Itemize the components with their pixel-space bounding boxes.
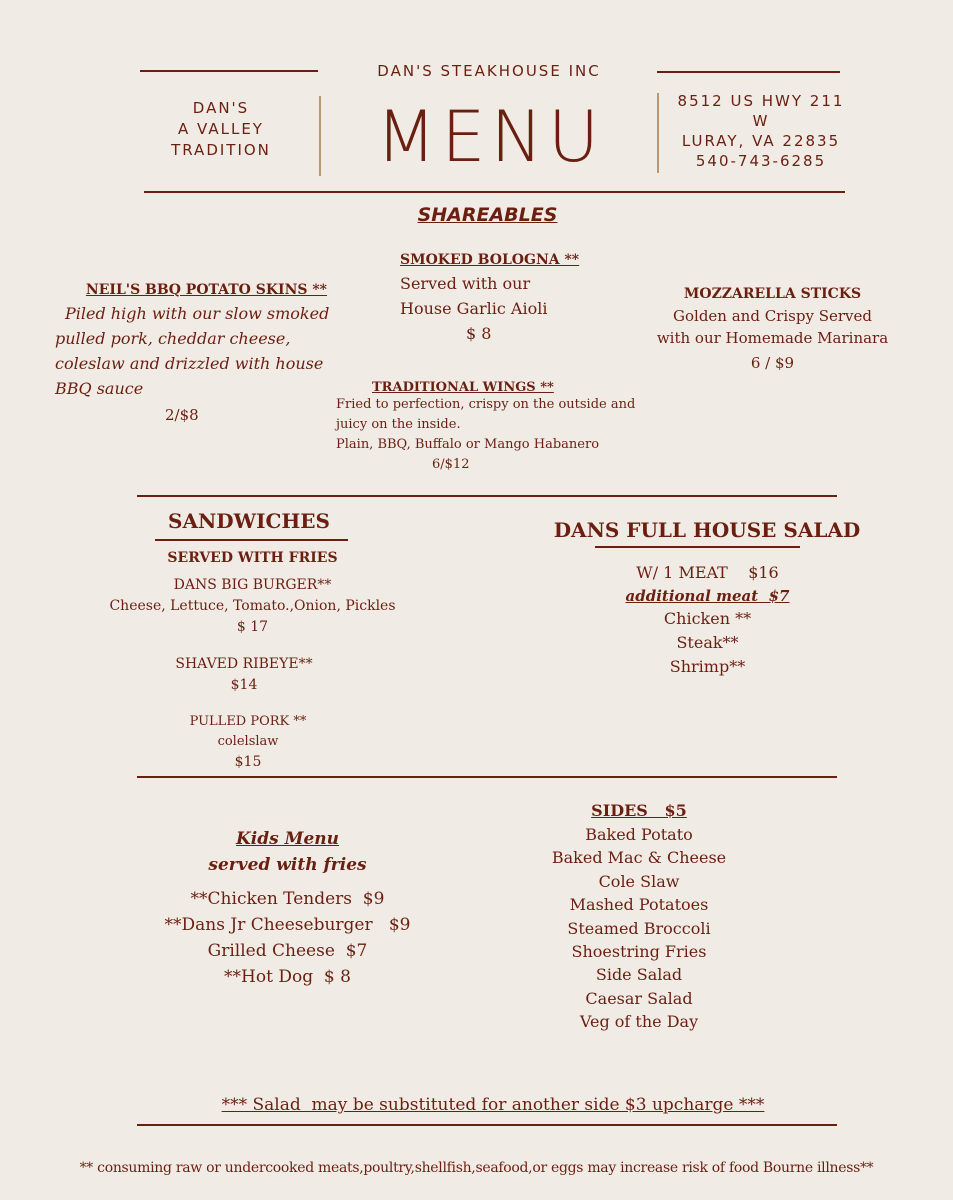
item-desc: Cheese, Lettuce, Tomato.,Onion, Pickles [109,598,396,614]
burger-item [100,575,405,638]
potato-skins-item [55,280,345,427]
header-divider-left [319,96,321,176]
bologna-item [400,250,620,346]
header-bottom-rule [144,191,845,193]
header-divider-right [657,93,659,173]
address-line: 540-743-6285 [695,152,827,170]
sides-heading: SIDES $5 [591,801,687,820]
side-item: Side Salad [595,965,683,985]
kids-item: Grilled Cheese $7 [207,941,368,961]
item-price: 2/$8 [165,406,199,424]
address-line: W [752,112,770,130]
item-price: $ 8 [466,324,492,343]
item-name: PULLED PORK ** [189,714,307,729]
sandwiches-heading-rule [155,539,348,541]
side-item: Baked Potato [585,825,693,844]
address [666,91,856,171]
item-desc: Golden and Crispy Served with our Homemade Marinara [656,307,889,347]
salad-options [585,560,830,679]
sandwiches-subheading: SERVED WITH FRIES [167,550,338,566]
footer-rule [137,1124,837,1126]
sandwiches-heading: SANDWICHES [168,509,330,533]
item-price: $14 [230,677,258,693]
page-title: MENU [375,96,605,178]
tagline [150,98,292,161]
wings-item [336,380,656,475]
side-item: Caesar Salad [585,988,693,1008]
item-desc: colelslaw [217,734,279,749]
salad-option: Chicken ** [663,609,752,628]
salad-option: Steak** [676,633,739,652]
item-desc: Fried to perfection, crispy on the outside and juicy on the inside. Plain, BBQ, Buffalo or Mango Habanero [336,397,636,452]
kids-subheading: served with fries [208,855,367,875]
side-item: Cole Slaw [598,871,680,891]
meat-line: W/ 1 MEAT $16 [636,563,779,582]
kids-item: **Hot Dog $ 8 [224,967,351,987]
item-name: TRADITIONAL WINGS ** [372,380,554,395]
sides-menu [530,798,748,1034]
side-item: Baked Mac & Cheese [551,848,727,868]
item-name: MOZZARELLA STICKS [683,286,862,302]
side-item: Veg of the Day [579,1012,699,1032]
shareables-heading: SHAREABLES [417,204,558,226]
additional-meat: additional meat $7 [625,587,790,605]
salad-heading-rule [595,546,800,548]
tagline-line: DAN'S [192,99,250,117]
ribeye-item [160,654,328,696]
substitution-note: *** Salad may be substituted for another side $3 upcharge *** [221,1095,765,1115]
kids-item: **Chicken Tenders $9 [190,889,385,909]
item-name: SHAVED RIBEYE** [175,656,313,672]
item-price: $15 [234,754,262,770]
kids-item: **Dans Jr Cheeseburger $9 [164,915,411,935]
pork-item [176,712,320,773]
side-item: Mashed Potatoes [569,895,709,915]
address-line: LURAY, VA 22835 [681,132,841,150]
food-warning: ** consuming raw or undercooked meats,poultry,shellfish,seafood,or eggs may increase risk of food Bourne illness** [79,1160,874,1176]
item-price: 6 / $9 [750,354,795,372]
side-item: Shoestring Fries [571,942,707,962]
tagline-line: TRADITION [171,141,271,159]
item-name: NEIL'S BBQ POTATO SKINS ** [85,282,327,298]
tagline-line: A VALLEY [178,120,264,138]
item-price: $ 17 [236,619,269,635]
section-rule [137,776,837,778]
side-item: Steamed Broccoli [567,918,711,938]
header-rule-left [140,70,318,72]
item-desc: Piled high with our slow smoked pulled pork, cheddar cheese, coleslaw and drizzled with house BBQ sauce [55,304,330,398]
mozzarella-item [650,284,895,375]
company-name: DAN'S STEAKHOUSE INC [377,62,601,80]
item-name: SMOKED BOLOGNA ** [400,252,580,268]
item-name: DANS BIG BURGER** [173,577,332,593]
section-rule [137,495,837,497]
item-desc: Served with our House Garlic Aioli [400,274,548,318]
item-price: 6/$12 [432,457,470,472]
header-rule-right [657,71,840,73]
salad-option: Shrimp** [669,657,746,676]
kids-heading: Kids Menu [236,829,339,849]
salad-heading: DANS FULL HOUSE SALAD [553,518,861,542]
kids-menu [140,826,435,990]
address-line: 8512 US HWY 211 [677,92,845,110]
